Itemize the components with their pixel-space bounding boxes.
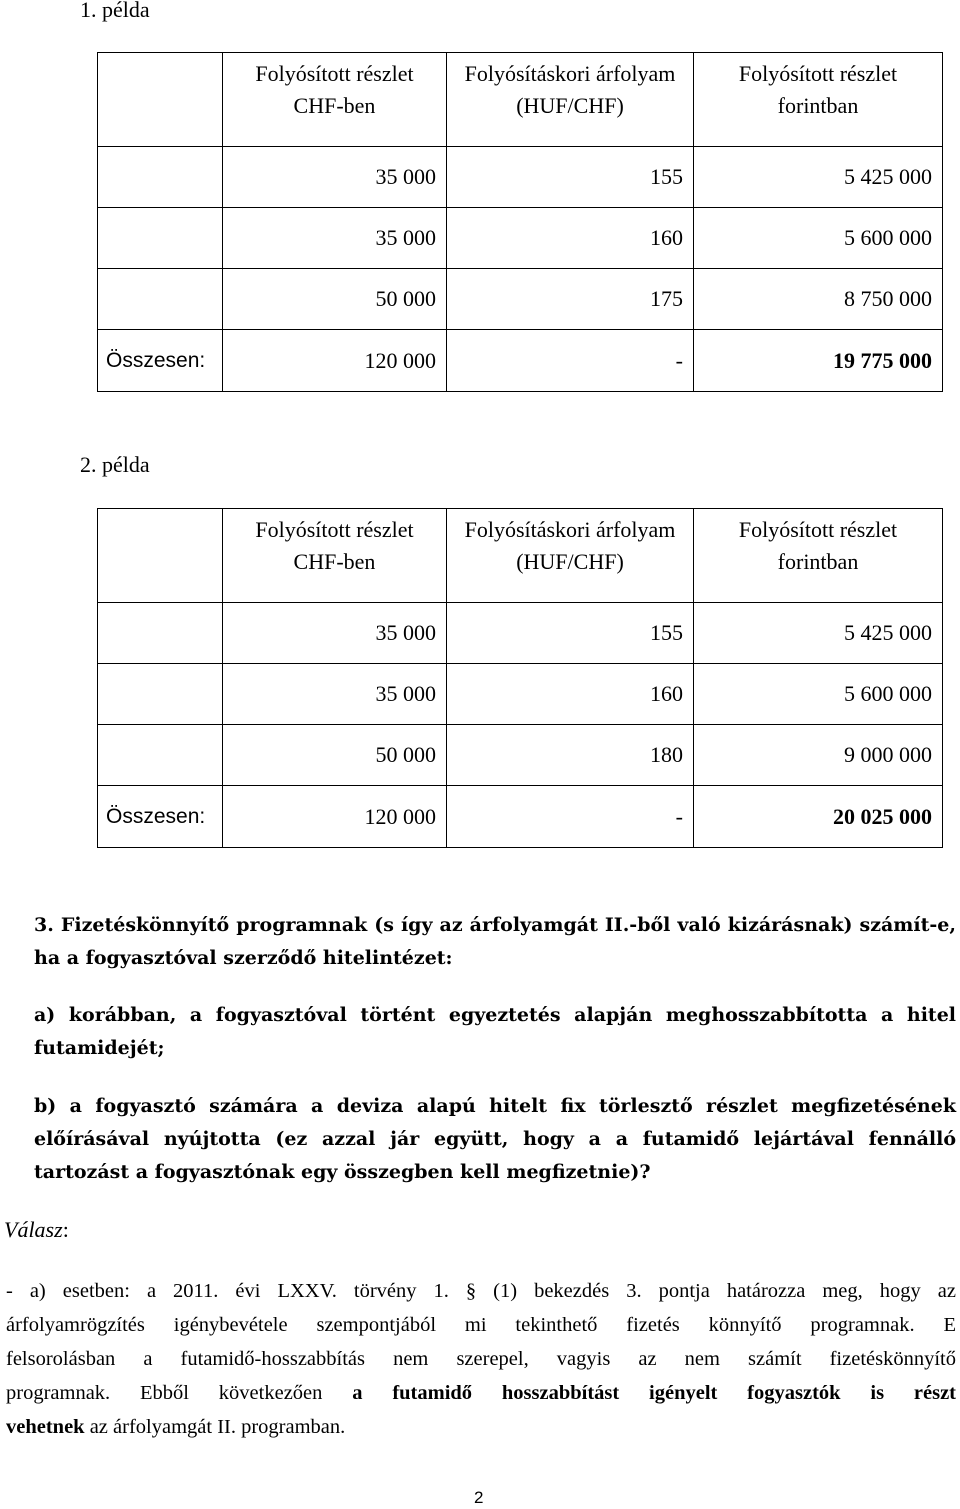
header-rate: Folyósításkori árfolyam (HUF/CHF) (447, 509, 694, 603)
answer-label-text: Válasz (4, 1217, 63, 1242)
cell-rate: 180 (447, 725, 694, 786)
cell-rate: 175 (447, 269, 694, 330)
example-2-table (97, 508, 943, 848)
cell-chf: 50 000 (223, 725, 447, 786)
cell-huf: 8 750 000 (694, 269, 943, 330)
option-a-line-2: futamidejét; (34, 1037, 165, 1059)
example-1-table (97, 52, 943, 392)
question-option-a (34, 999, 956, 1065)
table-header-row (98, 509, 943, 603)
answer-body (6, 1274, 956, 1444)
cell-huf: 5 600 000 (694, 664, 943, 725)
example-2-title: 2. példa (80, 452, 150, 477)
question-option-b (34, 1090, 956, 1189)
table-row (98, 725, 943, 786)
total-rate: - (447, 786, 694, 848)
table-row (98, 603, 943, 664)
cell-chf: 50 000 (223, 269, 447, 330)
answer-line-1: - a) esetben: a 2011. évi LXXV. törvény 1. § (1) bekezdés 3. pontja határozza meg, hogy az (6, 1280, 956, 1302)
answer-line-4 (6, 1376, 956, 1410)
cell-rate: 155 (447, 603, 694, 664)
header-huf: Folyósított részlet forintban (694, 53, 943, 147)
table-total-row (98, 330, 943, 392)
question-intro (34, 909, 956, 975)
page-number: 2 (474, 1488, 484, 1507)
answer-line-5 (6, 1410, 956, 1444)
table-row (98, 269, 943, 330)
total-rate: - (447, 330, 694, 392)
table-row (98, 664, 943, 725)
answer-line-4-text: programnak. Ebből következően (6, 1382, 353, 1404)
question-intro-line-2: ha a fogyasztóval szerződő hitelintézet: (34, 947, 453, 969)
cell-chf: 35 000 (223, 208, 447, 269)
cell-rate: 160 (447, 208, 694, 269)
header-chf: Folyósított részlet CHF-ben (223, 53, 447, 147)
total-label: Összesen: (98, 786, 223, 848)
total-huf: 20 025 000 (694, 786, 943, 848)
answer-line-5-text: az árfolyamgát II. programban. (84, 1416, 346, 1438)
table-header-row (98, 53, 943, 147)
total-huf: 19 775 000 (694, 330, 943, 392)
total-chf: 120 000 (223, 786, 447, 848)
cell-huf: 5 425 000 (694, 147, 943, 208)
option-b-line-2: előírásával nyújtotta (ez azzal jár együtt, hogy a a futamidő lejártával fennálló (34, 1128, 956, 1150)
cell-huf: 5 600 000 (694, 208, 943, 269)
answer-line-5-bold: vehetnek (6, 1416, 85, 1438)
cell-rate: 160 (447, 664, 694, 725)
answer-label-colon: : (62, 1217, 69, 1242)
table-total-row (98, 786, 943, 848)
header-huf: Folyósított részlet forintban (694, 509, 943, 603)
cell-chf: 35 000 (223, 603, 447, 664)
option-a-line-1: a) korábban, a fogyasztóval történt egyeztetés alapján meghosszabbította a hitel (34, 1004, 956, 1026)
table-row (98, 147, 943, 208)
answer-line-2: árfolyamrögzítés igénybevétele szempontjából mi tekinthető fizetés könnyítő programnak. E (6, 1314, 956, 1336)
header-chf: Folyósított részlet CHF-ben (223, 509, 447, 603)
header-rate: Folyósításkori árfolyam (HUF/CHF) (447, 53, 694, 147)
cell-huf: 5 425 000 (694, 603, 943, 664)
cell-chf: 35 000 (223, 664, 447, 725)
example-1-title: 1. példa (80, 0, 150, 22)
table-row (98, 208, 943, 269)
option-b-line-1: b) a fogyasztó számára a deviza alapú hitelt fix törlesztő részlet megfizetésének (34, 1095, 956, 1117)
total-label: Összesen: (98, 330, 223, 392)
answer-line-3: felsorolásban a futamidő-hosszabbítás nem szerepel, vagyis az nem számít fizetéskönnyítő (6, 1348, 956, 1370)
answer-line-4-bold: a futamidő hosszabbítást igényelt fogyasztók is részt (352, 1382, 956, 1404)
cell-chf: 35 000 (223, 147, 447, 208)
cell-rate: 155 (447, 147, 694, 208)
question-intro-line-1: 3. Fizetéskönnyítő programnak (s így az árfolyamgát II.-ből való kizárásnak) számít-e, (34, 914, 956, 936)
answer-label (4, 1217, 69, 1243)
option-b-line-3: tartozást a fogyasztónak egy összegben kell megfizetnie)? (34, 1161, 651, 1183)
cell-huf: 9 000 000 (694, 725, 943, 786)
total-chf: 120 000 (223, 330, 447, 392)
